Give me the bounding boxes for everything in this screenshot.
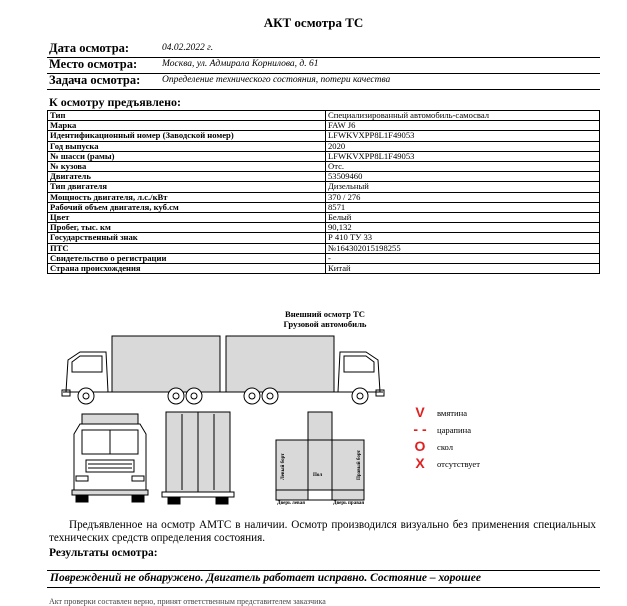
spec-row xyxy=(48,233,600,243)
spec-row xyxy=(48,253,600,263)
spec-value: Китай xyxy=(326,264,600,274)
spec-value: LFWKVXPP8L1F49053 xyxy=(326,151,600,161)
spec-value: Специализированный автомобиль-самосвал xyxy=(326,111,600,121)
results-text: Повреждений не обнаружено. Двигатель работает исправно. Состояние – хорошее xyxy=(50,572,481,584)
missing-symbol-icon: X xyxy=(415,455,425,471)
truck-inspection-diagram xyxy=(58,330,388,505)
spec-key: Тип xyxy=(48,111,326,121)
section-title: К осмотру предъявлено: xyxy=(49,95,182,109)
spec-row xyxy=(48,182,600,192)
spec-row xyxy=(48,213,600,223)
spec-value: Р 410 ТУ 33 xyxy=(326,233,600,243)
spec-key: ПТС xyxy=(48,243,326,253)
spec-value: Белый xyxy=(326,213,600,223)
spec-value: 53509460 xyxy=(326,172,600,182)
figure-caption-line2: Грузовой автомобиль xyxy=(283,319,367,329)
label-door-right: Дверь правая xyxy=(333,501,365,505)
truck-right-side-view xyxy=(222,336,384,404)
meta-label: Задача осмотра: xyxy=(49,73,141,87)
legend-label: царапина xyxy=(437,425,472,435)
document-title: АКТ осмотра ТС xyxy=(263,15,364,30)
spec-key: Страна происхождения xyxy=(48,264,326,274)
spec-row xyxy=(48,111,600,121)
spec-key: Государственный знак xyxy=(48,233,326,243)
spec-key: № кузова xyxy=(48,162,326,172)
spec-row xyxy=(48,243,600,253)
spec-row xyxy=(48,131,600,141)
figure-caption xyxy=(245,309,405,329)
spec-row xyxy=(48,151,600,161)
spec-key: Цвет xyxy=(48,213,326,223)
meta-value: 04.02.2022 г. xyxy=(162,43,214,53)
meta-label: Дата осмотра: xyxy=(49,41,130,55)
spec-row xyxy=(48,264,600,274)
spec-row xyxy=(48,162,600,172)
label-right-side: Правый борт xyxy=(357,449,362,480)
spec-key: Тип двигателя xyxy=(48,182,326,192)
label-left-side: Левый борт xyxy=(281,453,286,480)
spec-row xyxy=(48,172,600,182)
figure-caption-line1: Внешний осмотр ТС xyxy=(285,309,365,319)
dent-symbol-icon: V xyxy=(415,404,425,420)
spec-key: № шасси (рамы) xyxy=(48,151,326,161)
spec-key: Идентификационный номер (Заводской номер) xyxy=(48,131,326,141)
spec-value: 8571 xyxy=(326,202,600,212)
legend-label: отсутствует xyxy=(437,459,480,469)
meta-row-task xyxy=(47,73,600,90)
meta-value: Определение технического состояния, потери качества xyxy=(162,75,391,85)
results-label: Результаты осмотра: xyxy=(49,547,158,559)
spec-row xyxy=(48,121,600,131)
spec-key: Год выпуска xyxy=(48,141,326,151)
spec-value: FAW J6 xyxy=(326,121,600,131)
spec-key: Рабочий объем двигателя, куб.см xyxy=(48,202,326,212)
spec-key: Пробег, тыс. км xyxy=(48,223,326,233)
spec-key: Марка xyxy=(48,121,326,131)
spec-row xyxy=(48,202,600,212)
spec-value: 370 / 276 xyxy=(326,192,600,202)
spec-value: №164302015198255 xyxy=(326,243,600,253)
meta-row-place xyxy=(47,57,600,74)
results-box xyxy=(47,570,600,588)
footer-note: Акт проверки составлен верно, принят ответственным представителем заказчика xyxy=(49,597,326,606)
inspection-note: Предъявленное на осмотр АМТС в наличии. Осмотр производился визуально без применения специальных технических средств определения состояния. xyxy=(49,519,596,544)
spec-key: Двигатель xyxy=(48,172,326,182)
chip-symbol-icon: O xyxy=(414,438,426,454)
spec-row xyxy=(48,141,600,151)
label-floor: Пол xyxy=(313,473,323,478)
spec-row xyxy=(48,223,600,233)
vehicle-spec-table xyxy=(47,110,600,274)
legend-label: скол xyxy=(437,442,454,452)
spec-key: Свидетельство о регистрации xyxy=(48,253,326,263)
truck-rear-view xyxy=(162,412,234,504)
spec-key: Мощность двигателя, л.с./кВт xyxy=(48,192,326,202)
spec-value: 90,132 xyxy=(326,223,600,233)
truck-front-view xyxy=(72,414,148,502)
spec-value: - xyxy=(326,253,600,263)
scratch-symbol-icon: - - xyxy=(413,421,427,437)
meta-label: Место осмотра: xyxy=(49,57,138,71)
legend-label: вмятина xyxy=(437,408,468,418)
spec-value: 2020 xyxy=(326,141,600,151)
spec-value: Отс. xyxy=(326,162,600,172)
label-door-left: Дверь левая xyxy=(277,501,305,505)
truck-left-side-view xyxy=(62,336,224,404)
cargo-body-unfolded-net xyxy=(276,412,364,500)
spec-value: Дизельный xyxy=(326,182,600,192)
meta-value: Москва, ул. Адмирала Корнилова, д. 61 xyxy=(162,59,319,69)
spec-value: LFWKVXPP8L1F49053 xyxy=(326,131,600,141)
spec-row xyxy=(48,192,600,202)
meta-row-date xyxy=(47,41,600,58)
